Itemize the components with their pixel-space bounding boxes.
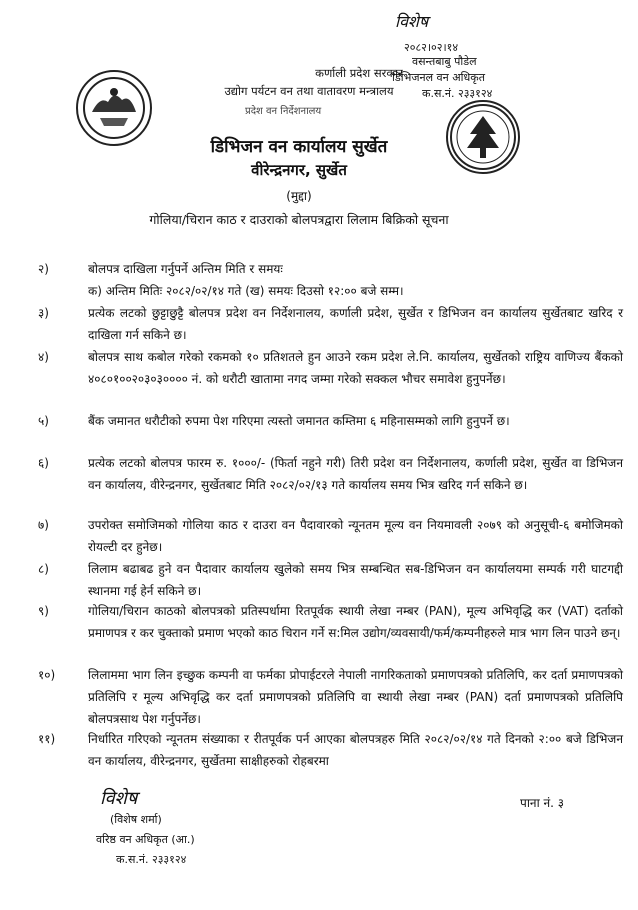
- list-item: [38, 280, 623, 302]
- item-text: बोलपत्र साथ कबोल गरेको रकमको १० प्रतिशतले हुन आउने रकम प्रदेश ले.नि. कार्यालय, सुर्खेतको राष्ट्रिय वाणिज्य बैंकको ४०८०१००२०३०३०००० नं. को धरौटी खातामा नगद जम्मा गरेको सक्कल भौचर समावेश हुनुपर्नेछ।: [88, 350, 623, 386]
- page-number: पाना नं. ३: [520, 796, 565, 810]
- item-number: ९): [38, 604, 49, 618]
- item-number: ११): [38, 732, 56, 746]
- list-item: [38, 514, 623, 558]
- seal-signature: विशेष: [395, 12, 429, 31]
- footer-id: क.स.नं. २३३१२४: [116, 853, 187, 866]
- office-title: डिभिजन वन कार्यालय सुर्खेत: [210, 137, 388, 157]
- list-item: [38, 664, 623, 730]
- list-item: [38, 258, 623, 280]
- item-number: ३): [38, 306, 49, 320]
- ministry-line: उद्योग पर्यटन वन तथा वातावरण मन्त्रालय: [224, 84, 394, 98]
- list-item: [38, 558, 623, 602]
- list-item: [38, 728, 623, 772]
- item-text: निर्धारित गरिएको न्यूनतम संख्याका र रीतपूर्वक पर्न आएका बोलपत्रहरु मिति २०८२/०२/१४ गते दिनको २:०० बजे डिभिजन वन कार्यालय, वीरेन्द्रनगर, सुर्खेतमा साक्षीहरुको रोहबरमा: [88, 732, 623, 768]
- seal-designation: डिभिजनल वन अधिकृत: [392, 71, 485, 84]
- seal-name: वसन्तबाबु पौडेल: [412, 55, 477, 68]
- office-city: वीरेन्द्रनगर, सुर्खेत: [251, 161, 347, 179]
- item-text: लिलाममा भाग लिन इच्छुक कम्पनी वा फर्मका प्रोपाईटरले नेपाली नागरिकताको प्रमाणपत्रको प्रतिलिपि, कर दर्ता प्रमाणपत्रको प्रतिलिपि र मूल्य अभिवृद्धि कर दर्ता प्रमाणपत्रको प्रतिलिपि वा स्थायी लेखा नम्बर (PAN) दर्ता प्रमाणपत्रको प्रतिलिपि बोलपत्रसाथ पेश गर्नुपर्नेछ।: [88, 668, 623, 726]
- item-number: २): [38, 262, 49, 276]
- item-text: बैंक जमानत धरौटीको रुपमा पेश गरिएमा त्यस्तो जमानत कम्तिमा ६ महिनासम्मको लागि हुनुपर्ने छ।: [88, 414, 510, 428]
- item-number: ४): [38, 350, 49, 364]
- stamp-overlay-text: प्रदेश वन निर्देशनालय: [245, 106, 322, 117]
- item-number: ७): [38, 518, 49, 532]
- list-item: [38, 410, 623, 432]
- footer-signature: विशेष: [100, 788, 138, 809]
- item-text: प्रत्येक लटको छुट्टाछुट्टै बोलपत्र प्रदेश वन निर्देशनालय, कर्णाली प्रदेश, सुर्खेत र डिभिजन वन कार्यालय सुर्खेतबाट खरिद र दाखिला गर्न सकिने छ।: [88, 306, 623, 342]
- govt-line: कर्णाली प्रदेश सरकार: [315, 66, 403, 80]
- item-number: ६): [38, 456, 49, 470]
- item-number: ५): [38, 414, 49, 428]
- item-number: १०): [38, 668, 56, 682]
- list-item: [38, 302, 623, 346]
- list-item: [38, 600, 623, 644]
- footer-name: (विशेष शर्मा): [110, 813, 162, 826]
- item-text: लिलाम बढाबढ हुने वन पैदावार कार्यालय खुलेको समय भित्र सम्बन्धित सब-डिभिजन वन कार्यालयमा सम्पर्क गरी घाटगद्दी स्थानमा गई हेर्न सकिने छ।: [88, 562, 623, 598]
- item-number: ८): [38, 562, 49, 576]
- item-text: बोलपत्र दाखिला गर्नुपर्ने अन्तिम मिति र समयः: [88, 262, 283, 276]
- list-item: [38, 346, 623, 390]
- notice-mudda: (मुद्दा): [286, 189, 312, 203]
- item-text: गोलिया/चिरान काठको बोलपत्रको प्रतिस्पर्धामा रितपूर्वक स्थायी लेखा नम्बर (PAN), मूल्य अभिवृद्धि कर (VAT) दर्ताको प्रमाणपत्र र कर चुक्ताको प्रमाण भएको काठ चिरान गर्ने स:मिल उद्योग/व्यवसायी/फर्म/कम्पनीहरुले मात्र भाग लिन पाउने छन्।: [88, 604, 623, 640]
- list-item: [38, 452, 623, 496]
- item-text: उपरोक्त समोजिमको गोलिया काठ र दाउरा वन पैदावारको न्यूनतम मूल्य वन नियमावली २०७९ को अनुसूची-६ बमोजिमको रोयल्टी दर हुनेछ।: [88, 518, 623, 554]
- footer-designation: वरिष्ठ वन अधिकृत (आ.): [96, 833, 195, 846]
- item-text: क) अन्तिम मितिः २०८२/०२/१४ गते (ख) समयः दिउसो १२:०० बजे सम्म।: [88, 284, 404, 298]
- item-text: प्रत्येक लटको बोलपत्र फारम रु. १०००/- (फिर्ता नहुने गरी) तिरी प्रदेश वन निर्देशनालय, कर्णाली प्रदेश, सुर्खेत वा डिभिजन वन कार्यालय, वीरेन्द्रनगर, सुर्खेतबाट मिति २०८२/०२/१३ गते कार्यालय समय भित्र खरिद गर्न सकिने छ।: [88, 456, 623, 492]
- seal-id: क.स.नं. २३३१२४: [422, 87, 493, 100]
- notice-heading: गोलिया/चिरान काठ र दाउराको बोलपत्रद्वारा लिलाम बिक्रिको सूचना: [149, 212, 449, 227]
- seal-date: २०८२।०२।१४: [404, 41, 459, 54]
